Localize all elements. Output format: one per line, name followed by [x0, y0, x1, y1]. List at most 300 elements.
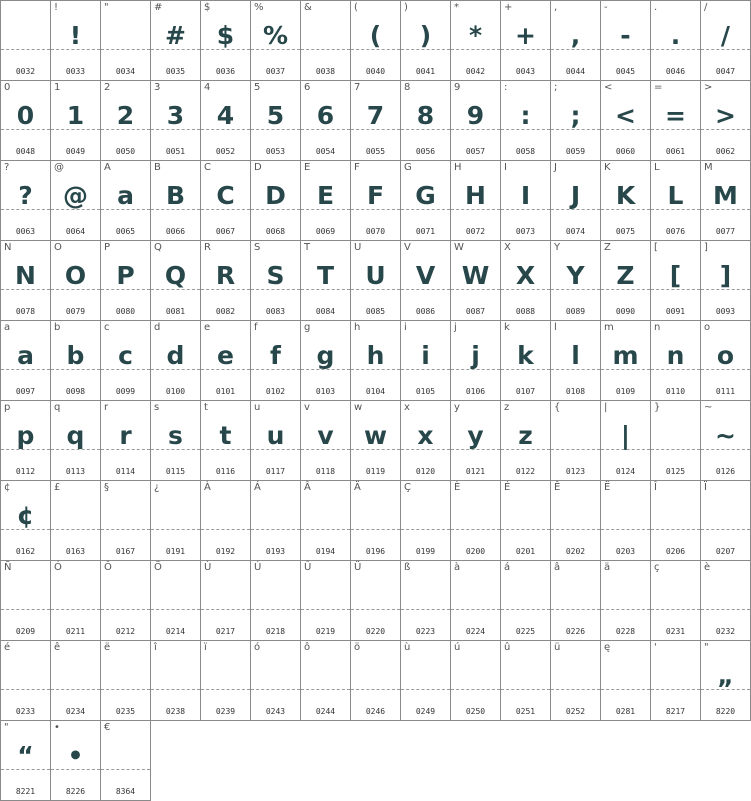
glyph-sample: c [118, 341, 133, 370]
glyph-code: 0080 [115, 307, 136, 316]
glyph-code: 0046 [665, 67, 686, 76]
baseline-guide [501, 689, 550, 690]
glyph-code: 0112 [15, 467, 36, 476]
glyph-cell [150, 400, 201, 481]
glyph-cell [200, 240, 251, 321]
glyph-cell [500, 0, 551, 81]
glyph-cell-label: v [304, 402, 310, 413]
glyph-cell [650, 80, 701, 161]
glyph-cell-label: r [104, 402, 109, 413]
baseline-guide [551, 689, 600, 690]
glyph-code: 0040 [365, 67, 386, 76]
glyph-sample: a [17, 341, 34, 370]
glyph-cell [700, 640, 751, 721]
glyph-code: 0124 [615, 467, 636, 476]
glyph-sample [551, 419, 600, 453]
glyph-cell-label: e [204, 322, 211, 333]
glyph-code: 0126 [715, 467, 736, 476]
glyph-cell-label: i [404, 322, 407, 333]
glyph-cell-label: 8 [404, 82, 411, 93]
glyph-cell-label: O [54, 242, 62, 253]
glyph-cell [400, 320, 451, 401]
glyph-cell-label: " [104, 2, 109, 13]
glyph-cell-label: ë [104, 642, 111, 653]
glyph-sample [301, 499, 350, 533]
glyph-cell [50, 160, 101, 241]
glyph-code: 0037 [265, 67, 286, 76]
glyph-cell-label: Ï [704, 482, 707, 493]
glyph-cell-label: % [254, 2, 264, 13]
glyph-cell [650, 480, 701, 561]
glyph-cell [550, 400, 601, 481]
glyph-cell [200, 80, 251, 161]
glyph-cell-label: > [704, 82, 713, 93]
glyph-cell [700, 560, 751, 641]
glyph-cell [0, 80, 51, 161]
glyph-cell-label: ü [554, 642, 561, 653]
glyph-cell-label: @ [54, 162, 64, 173]
glyph-cell-label: | [604, 402, 608, 413]
glyph-code: 0054 [315, 147, 336, 156]
glyph-sample [401, 579, 450, 613]
glyph-cell [600, 560, 651, 641]
baseline-guide [301, 289, 350, 290]
baseline-guide [451, 689, 500, 690]
glyph-sample [1, 19, 50, 53]
glyph-code: 0249 [415, 707, 436, 716]
glyph-cell-label: x [404, 402, 410, 413]
glyph-sample [101, 499, 150, 533]
glyph-code: 0035 [165, 67, 186, 76]
glyph-cell [0, 640, 51, 721]
glyph-cell-label: - [604, 2, 608, 13]
glyph-sample [651, 659, 700, 693]
glyph-cell-label: n [654, 322, 661, 333]
baseline-guide [101, 129, 150, 130]
glyph-cell [100, 640, 151, 721]
glyph-sample: • [67, 741, 84, 770]
glyph-sample: W [461, 261, 490, 290]
baseline-guide [501, 209, 550, 210]
glyph-code: 0123 [565, 467, 586, 476]
glyph-cell-label: o [704, 322, 711, 333]
glyph-code: 0116 [215, 467, 236, 476]
glyph-cell [550, 640, 601, 721]
baseline-guide [451, 369, 500, 370]
glyph-code: 0233 [15, 707, 36, 716]
glyph-cell-label: Ç [404, 482, 411, 493]
glyph-code: 0111 [715, 387, 736, 396]
glyph-cell-label: 2 [104, 82, 111, 93]
glyph-cell-label: ù [404, 642, 411, 653]
glyph-cell-label: L [654, 162, 660, 173]
glyph-cell [300, 560, 351, 641]
glyph-cell [0, 160, 51, 241]
glyph-sample: g [316, 341, 335, 370]
baseline-guide [351, 209, 400, 210]
glyph-sample: L [667, 181, 684, 210]
baseline-guide [251, 449, 300, 450]
glyph-sample: O [64, 261, 87, 290]
glyph-sample: : [520, 101, 531, 130]
glyph-code: 0105 [415, 387, 436, 396]
baseline-guide [551, 289, 600, 290]
glyph-code: 0122 [515, 467, 536, 476]
glyph-cell [350, 400, 401, 481]
glyph-sample [151, 659, 200, 693]
glyph-sample [151, 579, 200, 613]
glyph-sample [201, 579, 250, 613]
glyph-sample: 4 [216, 101, 235, 130]
glyph-cell [450, 640, 501, 721]
baseline-guide [401, 529, 450, 530]
glyph-code: 0234 [65, 707, 86, 716]
glyph-sample: K [615, 181, 636, 210]
glyph-cell-label: È [454, 482, 461, 493]
baseline-guide [651, 49, 700, 50]
baseline-guide [651, 289, 700, 290]
baseline-guide [651, 129, 700, 130]
glyph-cell [400, 0, 451, 81]
glyph-sample: M [713, 181, 738, 210]
baseline-guide [651, 369, 700, 370]
glyph-cell [550, 160, 601, 241]
glyph-cell [0, 0, 51, 81]
glyph-sample: 3 [166, 101, 185, 130]
glyph-sample: @ [63, 181, 88, 210]
glyph-cell [150, 160, 201, 241]
baseline-guide [401, 129, 450, 130]
baseline-guide [701, 49, 750, 50]
glyph-code: 0114 [115, 467, 136, 476]
glyph-code: 0193 [265, 547, 286, 556]
glyph-sample: , [570, 21, 581, 50]
glyph-sample: 9 [466, 101, 485, 130]
glyph-cell-label: : [504, 82, 508, 93]
glyph-code: 0225 [515, 627, 536, 636]
glyph-sample: r [119, 421, 132, 450]
glyph-sample: x [417, 421, 434, 450]
glyph-code: 0115 [165, 467, 186, 476]
glyph-cell-label: K [604, 162, 611, 173]
glyph-sample [551, 579, 600, 613]
glyph-code: 0088 [515, 307, 536, 316]
glyph-sample: Y [566, 261, 585, 290]
glyph-sample: ] [719, 261, 732, 290]
glyph-sample: | [620, 421, 631, 450]
glyph-sample: 1 [66, 101, 85, 130]
glyph-cell-label: d [154, 322, 161, 333]
baseline-guide [601, 369, 650, 370]
glyph-sample: ¢ [16, 501, 35, 530]
glyph-cell-label: 0 [4, 82, 11, 93]
glyph-sample: ~ [715, 421, 736, 450]
glyph-cell-label: X [504, 242, 511, 253]
glyph-code: 0167 [115, 547, 136, 556]
glyph-code: 0196 [365, 547, 386, 556]
glyph-sample: s [168, 421, 183, 450]
glyph-sample: 6 [316, 101, 335, 130]
glyph-cell [500, 480, 551, 561]
baseline-guide [601, 129, 650, 130]
glyph-cell-label: u [254, 402, 261, 413]
glyph-cell-label: ! [54, 2, 59, 13]
glyph-cell-label: $ [204, 2, 211, 13]
glyph-cell-label: R [204, 242, 211, 253]
glyph-cell-label: § [104, 482, 109, 493]
baseline-guide [101, 769, 150, 770]
glyph-cell [450, 160, 501, 241]
glyph-sample: v [317, 421, 334, 450]
baseline-guide [151, 289, 200, 290]
glyph-cell-label: b [54, 322, 61, 333]
glyph-sample: H [465, 181, 486, 210]
glyph-code: 0066 [165, 227, 186, 236]
glyph-cell [500, 320, 551, 401]
baseline-guide [351, 689, 400, 690]
glyph-cell [700, 80, 751, 161]
glyph-sample [601, 499, 650, 533]
baseline-guide [1, 49, 50, 50]
glyph-sample: E [316, 181, 335, 210]
glyph-sample: a [117, 181, 134, 210]
glyph-cell-label: Ö [154, 562, 162, 573]
glyph-code: 0032 [15, 67, 36, 76]
glyph-cell [450, 80, 501, 161]
glyph-code: 0251 [515, 707, 536, 716]
glyph-sample: V [415, 261, 436, 290]
glyph-cell-label: 7 [354, 82, 361, 93]
glyph-cell [50, 480, 101, 561]
glyph-cell-label: P [104, 242, 111, 253]
glyph-code: 0223 [415, 627, 436, 636]
glyph-cell-label: ) [404, 2, 408, 13]
glyph-cell-label: Z [604, 242, 611, 253]
glyph-sample: d [166, 341, 185, 370]
baseline-guide [601, 609, 650, 610]
baseline-guide [251, 369, 300, 370]
baseline-guide [501, 369, 550, 370]
baseline-guide [501, 49, 550, 50]
glyph-sample: „ [717, 661, 734, 690]
glyph-code: 0058 [515, 147, 536, 156]
glyph-cell [0, 560, 51, 641]
glyph-cell [0, 720, 51, 801]
glyph-sample: 0 [16, 101, 35, 130]
glyph-code: 0219 [315, 627, 336, 636]
glyph-cell [200, 0, 251, 81]
glyph-cell [500, 560, 551, 641]
glyph-code: 0228 [615, 627, 636, 636]
glyph-cell [500, 80, 551, 161]
glyph-sample: u [266, 421, 285, 450]
glyph-code: 0200 [465, 547, 486, 556]
glyph-sample: “ [17, 741, 34, 770]
glyph-code: 0044 [565, 67, 586, 76]
glyph-cell-label: 5 [254, 82, 261, 93]
glyph-sample [251, 579, 300, 613]
baseline-guide [651, 609, 700, 610]
glyph-sample: 8 [416, 101, 435, 130]
glyph-cell [350, 80, 401, 161]
glyph-code: 0106 [465, 387, 486, 396]
baseline-guide [201, 49, 250, 50]
glyph-sample [251, 499, 300, 533]
glyph-cell-label: U [354, 242, 362, 253]
baseline-guide [451, 449, 500, 450]
glyph-code: 0056 [415, 147, 436, 156]
baseline-guide [551, 369, 600, 370]
glyph-cell-label: k [504, 322, 510, 333]
glyph-cell-label: 1 [54, 82, 61, 93]
glyph-code: 0068 [265, 227, 286, 236]
glyph-cell [150, 560, 201, 641]
baseline-guide [601, 529, 650, 530]
baseline-guide [151, 529, 200, 530]
glyph-cell-label: J [554, 162, 557, 173]
glyph-cell [50, 320, 101, 401]
baseline-guide [601, 449, 650, 450]
glyph-cell [250, 320, 301, 401]
baseline-guide [301, 449, 350, 450]
baseline-guide [201, 209, 250, 210]
glyph-cell [550, 320, 601, 401]
glyph-code: 0060 [615, 147, 636, 156]
baseline-guide [401, 689, 450, 690]
baseline-guide [551, 449, 600, 450]
glyph-cell-label: ] [704, 242, 708, 253]
baseline-guide [701, 449, 750, 450]
glyph-sample: i [421, 341, 430, 370]
glyph-cell-label: h [354, 322, 361, 333]
glyph-code: 0207 [715, 547, 736, 556]
glyph-cell [50, 80, 101, 161]
glyph-sample: . [670, 21, 681, 50]
glyph-sample [451, 659, 500, 693]
glyph-code: 0206 [665, 547, 686, 556]
baseline-guide [151, 609, 200, 610]
glyph-cell-label: • [54, 722, 60, 733]
baseline-guide [551, 49, 600, 50]
glyph-code: 8217 [665, 707, 686, 716]
baseline-guide [51, 129, 100, 130]
glyph-sample: k [517, 341, 534, 370]
glyph-sample [601, 579, 650, 613]
glyph-sample: [ [669, 261, 682, 290]
glyph-cell-label: f [254, 322, 258, 333]
glyph-code: 0231 [665, 627, 686, 636]
glyph-cell-label: H [454, 162, 462, 173]
glyph-cell [200, 560, 251, 641]
baseline-guide [1, 769, 50, 770]
glyph-code: 0220 [365, 627, 386, 636]
glyph-sample: + [515, 21, 536, 50]
glyph-sample: f [270, 341, 281, 370]
glyph-code: 0086 [415, 307, 436, 316]
glyph-sample: o [716, 341, 735, 370]
glyph-cell [450, 480, 501, 561]
glyph-sample [51, 579, 100, 613]
baseline-guide [451, 529, 500, 530]
glyph-cell-label: V [404, 242, 411, 253]
baseline-guide [251, 129, 300, 130]
glyph-cell [200, 160, 251, 241]
glyph-sample [251, 659, 300, 693]
glyph-code: 0038 [315, 67, 336, 76]
glyph-code: 0057 [465, 147, 486, 156]
glyph-cell-label: Î [654, 482, 657, 493]
glyph-cell [300, 320, 351, 401]
glyph-cell [450, 400, 501, 481]
glyph-code: 0110 [665, 387, 686, 396]
glyph-sample: J [570, 181, 581, 210]
glyph-cell [100, 720, 151, 801]
glyph-sample [401, 499, 450, 533]
glyph-cell [500, 240, 551, 321]
glyph-cell-label: 4 [204, 82, 211, 93]
glyph-sample [551, 659, 600, 693]
glyph-cell [200, 320, 251, 401]
glyph-sample [351, 579, 400, 613]
glyph-sample [501, 659, 550, 693]
glyph-cell [500, 400, 551, 481]
glyph-code: 0217 [215, 627, 236, 636]
glyph-cell-label: G [404, 162, 412, 173]
glyph-code: 0102 [265, 387, 286, 396]
baseline-guide [551, 609, 600, 610]
glyph-cell-label: ß [404, 562, 411, 573]
glyph-cell [0, 240, 51, 321]
glyph-cell [300, 240, 351, 321]
glyph-cell-label: " [704, 642, 709, 653]
baseline-guide [51, 369, 100, 370]
baseline-guide [251, 49, 300, 50]
glyph-code: 0239 [215, 707, 236, 716]
glyph-sample [101, 739, 150, 773]
glyph-code: 0121 [465, 467, 486, 476]
glyph-cell-label: ô [304, 642, 311, 653]
glyph-code: 0036 [215, 67, 236, 76]
glyph-code: 0113 [65, 467, 86, 476]
glyph-code: 0100 [165, 387, 186, 396]
glyph-cell-label: ä [604, 562, 611, 573]
glyph-code: 0075 [615, 227, 636, 236]
baseline-guide [501, 609, 550, 610]
baseline-guide [151, 369, 200, 370]
glyph-cell-label: € [104, 722, 111, 733]
baseline-guide [601, 209, 650, 210]
glyph-cell [550, 480, 601, 561]
glyph-sample [451, 499, 500, 533]
baseline-guide [51, 689, 100, 690]
glyph-sample: ( [369, 21, 382, 50]
glyph-cell [500, 640, 551, 721]
glyph-code: 0062 [715, 147, 736, 156]
glyph-cell-label: j [454, 322, 457, 333]
baseline-guide [351, 609, 400, 610]
baseline-guide [1, 529, 50, 530]
glyph-code: 0033 [65, 67, 86, 76]
glyph-sample: P [116, 261, 135, 290]
glyph-sample: n [666, 341, 685, 370]
glyph-sample [101, 659, 150, 693]
glyph-cell-label: y [454, 402, 460, 413]
baseline-guide [51, 289, 100, 290]
baseline-guide [301, 129, 350, 130]
glyph-sample: m [612, 341, 639, 370]
baseline-guide [1, 689, 50, 690]
glyph-code: 0103 [315, 387, 336, 396]
